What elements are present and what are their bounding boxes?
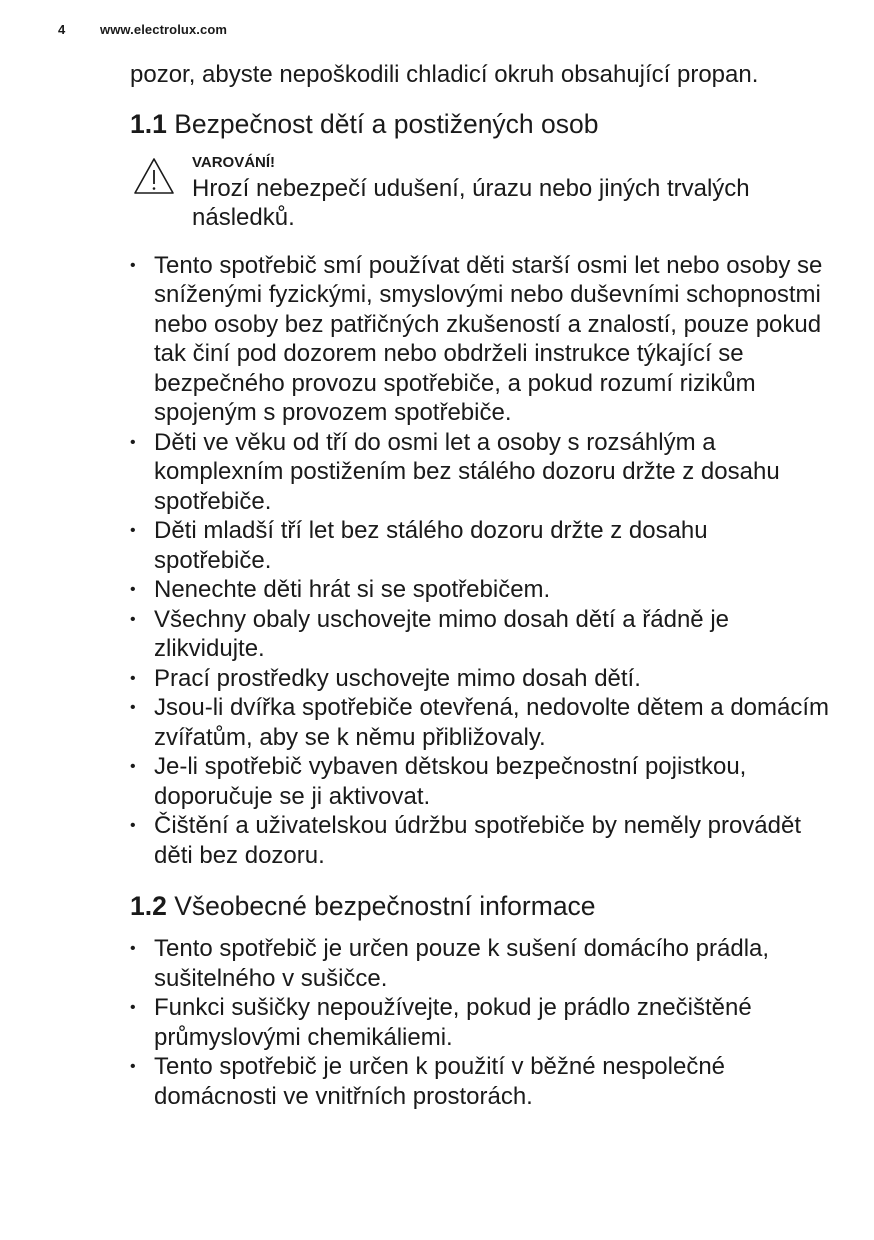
section-1-2-list	[130, 934, 830, 1111]
warning-triangle-icon	[132, 156, 176, 196]
warning-text: Hrozí nebezpečí udušení, úrazu nebo jiných trvalých následků.	[192, 174, 750, 231]
list-item: • Děti mladší tří let bez stálého dozoru držte z dosahu spotřebiče.	[130, 516, 830, 575]
section-number: 1.1	[130, 108, 167, 139]
section-title: Bezpečnost dětí a postižených osob	[174, 108, 599, 139]
list-item: • Prací prostředky uschovejte mimo dosah dětí.	[130, 664, 830, 694]
section-heading-1-2	[130, 890, 830, 922]
section-title: Všeobecné bezpečnostní informace	[174, 891, 596, 921]
page-header	[58, 22, 227, 37]
page-number: 4	[58, 22, 66, 37]
list-item: • Tento spotřebič je určen pouze k sušení domácího prádla, sušitelného v sušičce.	[130, 934, 830, 993]
warning-title: VAROVÁNÍ!	[192, 153, 276, 171]
list-item: • Jsou-li dvířka spotřebiče otevřená, nedovolte dětem a domácím zvířatům, aby se k němu přibližovaly.	[130, 693, 830, 752]
list-item: • Čištění a uživatelskou údržbu spotřebiče by neměly provádět děti bez dozoru.	[130, 811, 830, 870]
list-item: • Tento spotřebič je určen k použití v běžné nespolečné domácnosti ve vnitřních prostorách.	[130, 1052, 830, 1111]
section-number: 1.2	[130, 891, 167, 921]
intro-paragraph: pozor, abyste nepoškodili chladicí okruh obsahující propan.	[130, 61, 759, 88]
section-heading-1-1	[130, 108, 830, 140]
page-content	[130, 60, 830, 1111]
list-item: • Je-li spotřebič vybaven dětskou bezpečnostní pojistkou, doporučuje se ji aktivovat.	[130, 752, 830, 811]
warning-box	[192, 154, 830, 233]
list-item: • Nenechte děti hrát si se spotřebičem.	[130, 575, 830, 605]
list-item: • Tento spotřebič smí používat děti starší osmi let nebo osoby se sníženými fyzickými, smyslovými nebo duševními schopnostmi nebo osoby bez patřičných zkušeností a znalostí, pouze pokud tak činí pod dozorem nebo obdrželi instrukce týkající se bezpečného provozu spotřebiče, a pokud rozumí rizikům spojeným s provozem spotřebiče.	[130, 251, 830, 428]
list-item: • Děti ve věku od tří do osmi let a osoby s rozsáhlým a komplexním postižením bez stálého dozoru držte z dosahu spotřebiče.	[130, 428, 830, 517]
list-item: • Funkci sušičky nepoužívejte, pokud je prádlo znečištěné průmyslovými chemikáliemi.	[130, 993, 830, 1052]
section-1-1-list	[130, 251, 830, 871]
list-item: • Všechny obaly uschovejte mimo dosah dětí a řádně je zlikvidujte.	[130, 605, 830, 664]
website-link[interactable]: www.electrolux.com	[100, 22, 228, 37]
